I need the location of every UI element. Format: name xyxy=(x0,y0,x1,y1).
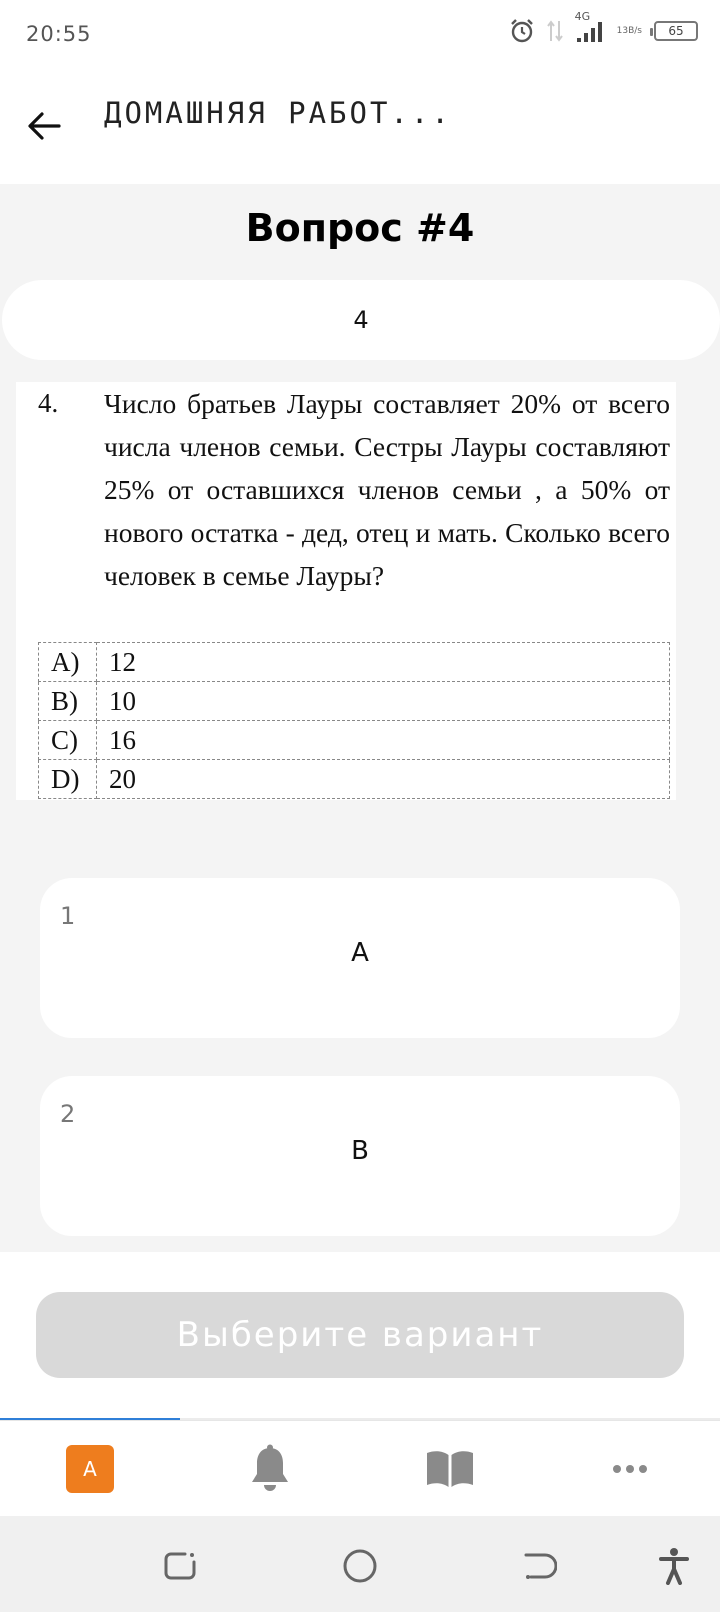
answer-index: 2 xyxy=(60,1100,76,1128)
option-value: 12 xyxy=(97,643,670,682)
option-letter: D) xyxy=(39,760,97,799)
choose-option-button[interactable]: Выберите вариант xyxy=(36,1292,684,1378)
page-title: ДОМАШНЯЯ РАБОТ... xyxy=(104,96,452,130)
answer-index: 1 xyxy=(60,902,76,930)
answer-option-2[interactable] xyxy=(40,1076,680,1236)
answer-option-1[interactable] xyxy=(40,878,680,1038)
question-number-pill xyxy=(2,280,720,360)
option-letter: B) xyxy=(39,682,97,721)
profile-tab[interactable] xyxy=(0,1421,180,1517)
accessibility-icon xyxy=(658,1547,690,1585)
back-icon xyxy=(523,1550,557,1582)
question-number: 4 xyxy=(353,306,369,334)
app-bar xyxy=(0,72,720,184)
task-number: 4. xyxy=(38,388,59,418)
signal-icon xyxy=(574,10,605,44)
home-circle-icon xyxy=(342,1548,378,1584)
option-value: 10 xyxy=(97,682,670,721)
option-row xyxy=(39,721,670,760)
option-row xyxy=(39,760,670,799)
options-table xyxy=(38,642,670,799)
system-nav-bar xyxy=(0,1516,720,1612)
net-speed xyxy=(617,26,642,37)
battery-icon xyxy=(654,21,698,41)
option-row xyxy=(39,643,670,682)
recents-icon xyxy=(163,1550,197,1582)
action-area xyxy=(0,1252,720,1420)
option-letter: A) xyxy=(39,643,97,682)
option-value: 20 xyxy=(97,760,670,799)
battery-level: 65 xyxy=(668,24,684,38)
speed-value: 13 xyxy=(616,25,629,36)
tab-bar xyxy=(0,1420,720,1516)
answer-value: A xyxy=(351,938,369,968)
speed-unit: B/s xyxy=(628,25,642,36)
task-image xyxy=(16,382,676,800)
accessibility-button[interactable] xyxy=(652,1544,696,1588)
data-arrows-icon xyxy=(547,19,563,43)
option-value: 16 xyxy=(97,721,670,760)
question-content xyxy=(0,184,720,1252)
back-button-system[interactable] xyxy=(518,1544,562,1588)
avatar-letter: A xyxy=(83,1457,97,1481)
task-text: Число братьев Лауры составляет 20% от всего числа членов семьи. Сестры Лауры составляют 25% от оставшихся членов семьи , а 50% от нового остатка - дед, отец и мать. Сколько всего человек в семье Лауры? xyxy=(104,388,670,591)
option-letter: C) xyxy=(39,721,97,760)
question-heading: Вопрос #4 xyxy=(245,206,475,250)
status-icons xyxy=(509,10,698,44)
back-button[interactable] xyxy=(22,104,66,148)
answer-value: B xyxy=(351,1136,369,1166)
status-time: 20:55 xyxy=(26,22,92,46)
option-row xyxy=(39,682,670,721)
network-type: 4G xyxy=(574,10,591,23)
library-tab[interactable] xyxy=(360,1421,540,1517)
status-bar xyxy=(0,0,720,72)
arrow-left-icon xyxy=(27,111,61,141)
more-icon xyxy=(612,1464,648,1474)
alarm-icon xyxy=(509,18,535,44)
bell-icon xyxy=(248,1444,292,1494)
more-tab[interactable] xyxy=(540,1421,720,1517)
recents-button[interactable] xyxy=(158,1544,202,1588)
book-icon xyxy=(425,1449,475,1489)
notifications-tab[interactable] xyxy=(180,1421,360,1517)
avatar xyxy=(66,1445,114,1493)
home-button[interactable] xyxy=(338,1544,382,1588)
